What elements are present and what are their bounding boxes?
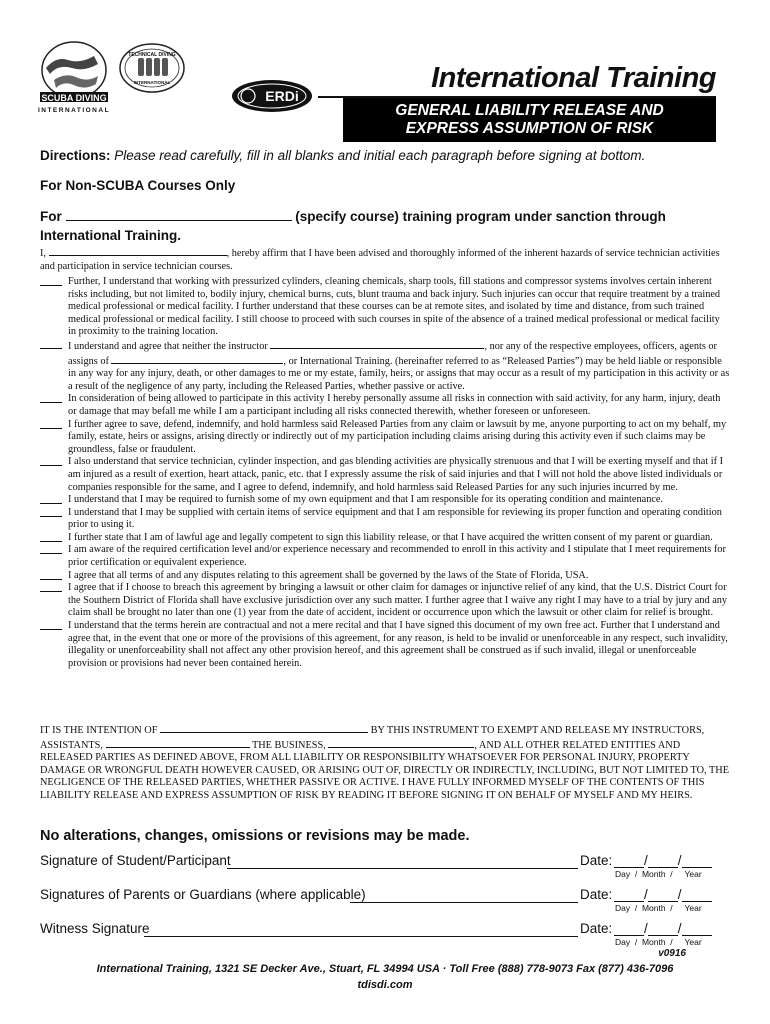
logos-svg: [36, 38, 316, 128]
date-format-hint: Day / Month / Year: [615, 937, 702, 947]
svg-text:INTERNATIONAL: INTERNATIONAL: [37, 107, 111, 114]
paragraph-text: I further agree to save, defend, indemnify, and hold harmless said Released Parties from any claim or lawsuit by me, anyone purporting to act on my behalf, my family, estate, heirs or assigns, arising directly or indirectly out of my participation including claims arising during this activity even if such claims may be groundless, false or fraudulent.: [68, 418, 727, 455]
instructor-name-field[interactable]: [270, 339, 484, 349]
intent-text: THE BUSINESS,: [251, 739, 326, 751]
guardian-signature-field[interactable]: [350, 888, 578, 903]
month-hint: Month: [641, 903, 666, 913]
banner-line-1: GENERAL LIABILITY RELEASE AND: [395, 102, 664, 119]
signature-label: Witness Signature: [40, 921, 150, 936]
signature-label: Signatures of Parents or Guardians (where applicable): [40, 887, 366, 902]
paragraph-text: , nor any of the respective employees, officers, agents or assigns of: [68, 340, 717, 367]
paragraph-1: [40, 276, 730, 339]
year-hint: Year: [684, 937, 702, 947]
intent-name-field[interactable]: [160, 723, 368, 733]
tdi-logo: [120, 44, 184, 92]
initial-field-5[interactable]: [40, 456, 62, 466]
witness-signature-row: [40, 921, 720, 947]
svg-text:INTERNATIONAL: INTERNATIONAL: [133, 80, 171, 85]
paragraph-3: [40, 393, 730, 418]
day-hint: Day: [615, 903, 631, 913]
document-title-banner: [343, 98, 716, 142]
svg-text:TECHNICAL DIVING: TECHNICAL DIVING: [128, 52, 176, 58]
facility-name-field[interactable]: [111, 354, 283, 364]
paragraph-text: I agree that if I choose to breach this agreement by bringing a lawsuit or other claim for damages or injunctive relief of any kind, that the U.S. District Court for the Southern District of Florida shall have exclusive jurisdiction over any such matter. I further agree that I waive any right I may have to a trial by jury and any claim shall be brought no later than one (1) year from the date of accident, incident or occurrence upon which the lawsuit or other claim for relief is brought.: [68, 582, 728, 619]
initial-field-4[interactable]: [40, 419, 62, 429]
paragraph-text: I agree that all terms of and any disputes relating to this agreement shall be governed by the laws of the State of Florida, USA.: [68, 569, 589, 581]
paragraph-7: [40, 507, 730, 532]
initial-field-6[interactable]: [40, 494, 62, 504]
intent-text: , AND ALL OTHER RELATED ENTITIES AND RELEASED PARTIES AS DEFINED ABOVE, FROM ALL LIABILITY OR RESPONSIBILITY WHATSOEVER FOR PERSONAL INJURY, PROPERTY DAMAGE OR WRONGFUL DEATH HOWEVER CAUSED, OR ARISING OUT OF, DIRECTLY OR INDIRECTLY, INCLUDING, BUT NOT LIMITED TO, THE NEGLIGENCE OF THE RELEASED PARTIES, WHETHER PASSIVE OR ACTIVE. I HAVE FULLY INFORMED MYSELF OF THE CONTENTS OF THIS LIABILITY RELEASE AND EXPRESS ASSUMPTION OF RISK BY READING IT BEFORE SIGNING IT ON BEHALF OF MYSELF AND MY HEIRS.: [40, 739, 729, 801]
version-code: v0916: [658, 948, 686, 959]
initial-field-12[interactable]: [40, 620, 62, 630]
initial-field-9[interactable]: [40, 544, 62, 554]
footer-address: International Training, 1321 SE Decker Ave., Stuart, FL 34994 USA · Toll Free (888) 778-9073 Fax (877) 436-7096: [96, 963, 674, 975]
paragraph-text: I further state that I am of lawful age and legally competent to sign this liability release, or that I have acquired the written consent of my parent or guardian.: [68, 531, 713, 543]
paragraph-text: Further, I understand that working with pressurized cylinders, cleaning chemicals, sharp tools, fill stations and compressor systems involves certain inherent risks including, but not limited to, bodily injury, chemical burns, cuts, blunt trauma and back injury. Such injuries can occur that require treatment by a trained medical professional or medical facility. I further understand that these courses can be at remote sites, and isolated by time and distance, from such trained medical professional or medical facility. I still choose to proceed with such courses in spite of the absence of a trained medical professional or medical facility in proximity to the training location.: [68, 276, 721, 338]
paragraph-text: I also understand that service technician, cylinder inspection, and gas blending activities are physically strenuous and that I will be exerting myself and that if I am injured as a result of exertion, heart attack, panic, etc. that I expressly assume the risk of said injuries and that I will not hold the above listed individuals or companies responsible for the same, and I agree to defend, indemnify, and hold harmless said Released Parties for any such injuries incurred by me.: [68, 456, 724, 493]
year-hint: Year: [684, 903, 702, 913]
for-suffix: (specify course) training program under sanction through: [295, 209, 666, 224]
initial-field-3[interactable]: [40, 393, 62, 403]
paragraph-2: [40, 339, 730, 393]
paragraph-text: I understand that the terms herein are contractual and not a mere recital and that I have signed this document of my own free act. Further that I understand and agree that, in the event that one or more of the provisions of this agreement, for any reason, is held to be invalid or unenforceable in any respect, such invalidity, illegality or unenforceability shall not affect any other provision hereof, and this agreement shall be construed as if such invalid, illegal or unenforceable provision or provisions had never been contained herein.: [68, 620, 728, 669]
student-signature-field[interactable]: [227, 854, 578, 869]
paragraph-11: [40, 582, 730, 620]
date-format-hint: Day / Month / Year: [615, 869, 702, 879]
signature-label: Signature of Student/Participant: [40, 853, 231, 868]
participant-name-field[interactable]: [49, 246, 227, 256]
paragraph-12: [40, 620, 730, 670]
paragraph-4: [40, 419, 730, 457]
non-scuba-heading: For Non-SCUBA Courses Only: [40, 178, 236, 193]
paragraph-6: [40, 494, 730, 507]
date-label: Date:: [580, 921, 613, 936]
organization-logos: [36, 38, 316, 128]
affirmation: [40, 246, 730, 273]
affirm-text: , hereby affirm that I have been advised and thoroughly informed of the inherent hazards of service technician activities and participation in service technician courses.: [40, 248, 720, 272]
initial-field-1[interactable]: [40, 276, 62, 286]
initial-field-11[interactable]: [40, 582, 62, 592]
no-alterations-notice: No alterations, changes, omissions or revisions may be made.: [40, 828, 470, 844]
business-field[interactable]: [328, 738, 474, 748]
erdi-logo: [232, 80, 312, 112]
for-prefix: For: [40, 209, 62, 224]
paragraph-text: I understand and agree that neither the instructor: [68, 340, 268, 352]
month-hint: Month: [641, 937, 666, 947]
intent-text: IT IS THE INTENTION OF: [40, 725, 158, 736]
student-signature-row: [40, 853, 720, 879]
paragraph-text: , or International Training. (hereinafter referred to as “Released Parties”) may be held liable or responsible in any way for any injury, death, or other damages to me or my estate, family, heirs, or assigns that may occur as a result of my participation in this activity or as a result of the negligence of any party, including the Released Parties, whether passive or active.: [68, 355, 730, 392]
date-field[interactable]: / /: [614, 853, 712, 868]
banner-line-2: EXPRESS ASSUMPTION OF RISK: [405, 120, 654, 137]
paragraph-8: [40, 532, 730, 545]
month-hint: Month: [641, 869, 666, 879]
paragraph-text: In consideration of being allowed to participate in this activity I hereby personally assume all risks in connection with said activity, for any harm, injury, death or damage that may befall me while I am a participant including all risks connected therewith, whether foreseen or unforeseen.: [68, 393, 721, 417]
directions-label: Directions:: [40, 148, 111, 163]
assistants-field[interactable]: [106, 738, 250, 748]
intent-text: BY THIS INSTRUMENT TO EXEMPT AND RELEASE MY INSTRUCTORS, ASSISTANTS,: [40, 725, 705, 751]
date-field[interactable]: / /: [614, 887, 712, 902]
svg-text:ERDi: ERDi: [265, 88, 299, 104]
guardian-signature-row: [40, 887, 720, 913]
day-hint: Day: [615, 869, 631, 879]
paragraph-text: I understand that I may be required to furnish some of my own equipment and that I am responsible for its operating condition and maintenance.: [68, 494, 664, 506]
year-hint: Year: [684, 869, 702, 879]
paragraph-9: [40, 544, 730, 569]
date-format-hint: Day / Month / Year: [615, 903, 702, 913]
affirm-prefix: I,: [40, 248, 47, 259]
initial-field-10[interactable]: [40, 570, 62, 580]
course-line: [40, 207, 730, 245]
directions-text: Please read carefully, fill in all blanks and initial each paragraph before signing at bottom.: [114, 148, 646, 163]
footer: [0, 961, 770, 993]
paragraph-text: I am aware of the required certification level and/or experience necessary and recommended to enroll in this activity and I stipulate that I meet requirements for prior certification or equivalent experience.: [68, 544, 726, 569]
for-line-2: International Training.: [40, 228, 182, 243]
date-field[interactable]: / /: [614, 921, 712, 936]
day-hint: Day: [615, 937, 631, 947]
sdi-logo: [38, 42, 110, 114]
paragraph-5: [40, 456, 730, 494]
svg-text:SCUBA DIVING: SCUBA DIVING: [41, 93, 107, 103]
release-paragraphs: [40, 276, 730, 670]
initial-field-7[interactable]: [40, 507, 62, 517]
directions: [40, 148, 730, 163]
course-name-field[interactable]: [66, 208, 292, 221]
initial-field-8[interactable]: [40, 532, 62, 542]
date-label: Date:: [580, 887, 613, 902]
date-label: Date:: [580, 853, 613, 868]
page-title: International Training: [431, 62, 716, 94]
witness-signature-field[interactable]: [144, 922, 578, 937]
initial-field-2[interactable]: [40, 339, 62, 349]
paragraph-text: I understand that I may be supplied with certain items of service equipment and that I am responsible for reviewing its proper function and operating condition prior to using it.: [68, 506, 722, 531]
paragraph-10: [40, 570, 730, 583]
footer-website: tdisdi.com: [357, 979, 413, 991]
intention-statement: [40, 723, 730, 803]
